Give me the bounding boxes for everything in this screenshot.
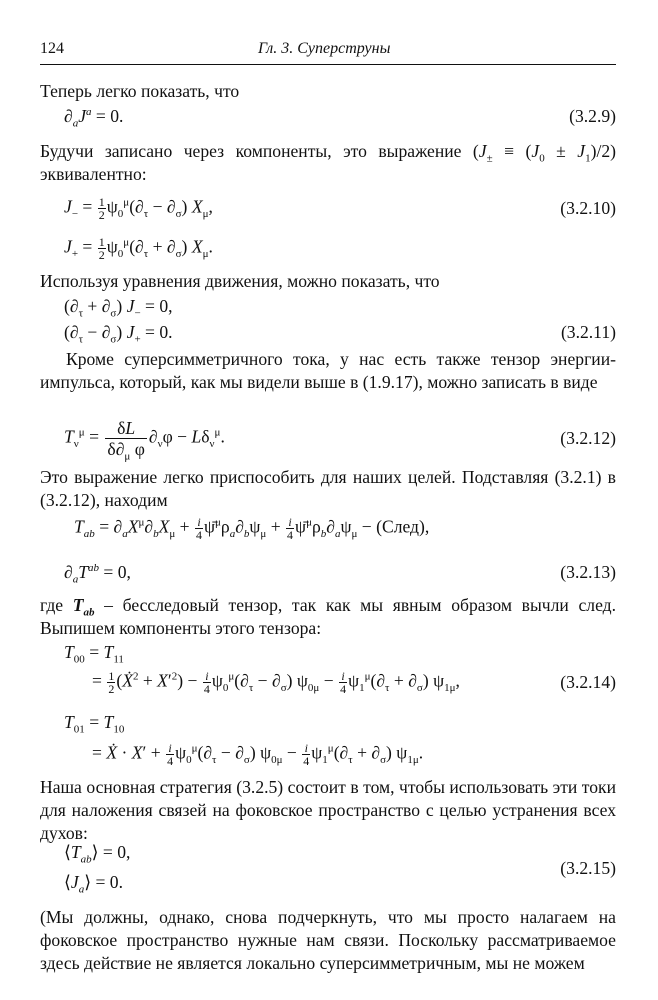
header-rule (40, 64, 616, 65)
paragraph-5: Это выражение легко приспособить для наших целей. Подставляя (3.2.1) в (3.2.12), находим (40, 467, 616, 510)
running-head: Гл. 3. Суперструны (258, 40, 391, 57)
eq-number-3-2-13: (3.2.13) (560, 562, 616, 582)
paragraph-3: Используя уравнения движения, можно показать, что (40, 271, 440, 291)
paragraph-8: (Мы должны, однако, снова подчеркнуть, что мы просто налагаем на фоковское пространство нужные нам связи. Поскольку рассматриваемое здесь действие не является локально суперсимметричным, мы не можем (40, 907, 616, 973)
equation-3-2-15a: $⟨T_{ab}⟩ = 0$, (64, 842, 131, 866)
equation-3-2-14c: $T_{01} = T_{10}$ (64, 712, 125, 736)
equation-3-2-12: $T_\nu^\mu$ = $\frac{\delta L}{\delta\partial_\mu \varphi}$ $\partial_\nu\varphi - L\delta_\nu^\mu$. (64, 418, 225, 463)
equation-3-2-13a: $T_{ab} = \partial_aX^\mu\partial_bX_\mu$ + $\frac{i}{4}$ $\psī^\mu\rho_a\partial_b\psi_\mu$ + $\frac{i}{4}$ $\psī^\mu\rho_b\partial_a\psi_\mu$ − (След), (74, 515, 430, 542)
equation-3-2-9: $\partial_aJ^a = 0$. (64, 106, 124, 130)
paragraph-6: где $T_{ab}$ – бесследовый тензор, так как мы явным образом вычли след. Выпишем компоненты этого тензора: (40, 595, 617, 638)
eq-number-3-2-9: (3.2.9) (569, 106, 616, 126)
equation-3-2-14b: = $\frac{1}{2}$ (Ẋ$^2$ + $X'^2$) − $\frac{i}{4}$ $\psi_0^\mu(\partial_\tau - \partial_\sigma) \psi_{0\mu}$ − $\frac{i}{4}$ $\psi_1^\mu(\partial_\tau + \partial_\sigma)$ $\psi_{1\mu}$, (92, 669, 460, 696)
paragraph-2: Будучи записано через компоненты, это выражение $(J_\pm \equiv (J_0 \pm J_1)/2)$ эквивалентно: (40, 141, 616, 184)
equation-3-2-10b: $J_+$ = $\frac{1}{2}$ $\psi_0^\mu(\partial_\tau + \partial_\sigma)$ $X_\mu$. (64, 235, 213, 262)
equation-3-2-14a: $T_{00} = T_{11}$ (64, 642, 124, 666)
equation-3-2-10a: $J_-$ = $\frac{1}{2}$ $\psi_0^\mu(\partial_\tau - \partial_\sigma)$ $X_\mu$, (64, 195, 213, 222)
equation-3-2-11a: $(\partial_\tau + \partial_\sigma) J_- = 0$, (64, 296, 173, 320)
paragraph-7: Наша основная стратегия (3.2.5) состоит в том, чтобы использовать эти токи для наложения связей на фоковское пространство с целью устранения всех духов: (40, 777, 616, 843)
equation-3-2-15b: $⟨J_a⟩ = 0$. (64, 872, 123, 896)
eq-number-3-2-12: (3.2.12) (560, 428, 616, 448)
eq-number-3-2-11: (3.2.11) (560, 322, 616, 342)
equation-3-2-13b: $\partial_aT^{ab} = 0$, (64, 562, 131, 586)
paragraph-1: Теперь легко показать, что (40, 81, 240, 101)
eq-number-3-2-14: (3.2.14) (560, 672, 616, 692)
page-number: 124 (40, 40, 64, 57)
equation-3-2-11b: $(\partial_\tau - \partial_\sigma) J_+ = 0$. (64, 322, 173, 346)
paragraph-4: Кроме суперсимметричного тока, у нас есть также тензор энергии-импульса, который, как мы видели выше в (1.9.17), можно записать в виде (40, 349, 616, 392)
eq-number-3-2-15: (3.2.15) (560, 858, 616, 878)
equation-3-2-14d: = Ẋ · X′ + $\frac{i}{4}$ $\psi_0^\mu(\partial_\tau - \partial_\sigma) \psi_{0\mu}$ − $\frac{i}{4}$ $\psi_1^\mu(\partial_\tau + \partial_\sigma)$ $\psi_{1\mu}$. (92, 741, 424, 768)
eq-number-3-2-10: (3.2.10) (560, 198, 616, 218)
